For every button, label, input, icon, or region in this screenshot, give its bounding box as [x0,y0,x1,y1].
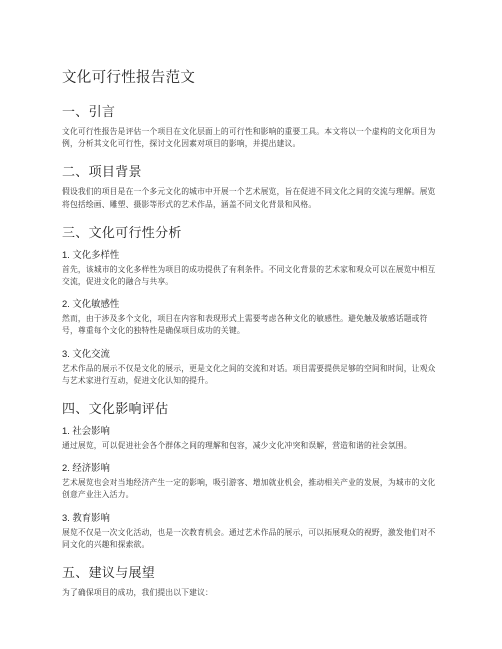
subsection [62,423,442,452]
subsection [62,346,442,387]
section-heading: 三、文化可行性分析 [62,225,182,241]
section-heading: 二、项目背景 [62,165,142,181]
section-outlook [62,562,442,599]
subsection-title: 1. 文化多样性 [62,248,120,260]
subsection [62,460,442,501]
subsection [62,247,442,288]
subsection-title: 2. 文化敏感性 [62,298,120,310]
section-paragraph: 为了确保项目的成功，我们提出以下建议： [62,588,213,598]
section-heading: 四、文化影响评估 [62,402,169,418]
subsection-title: 2. 经济影响 [62,462,110,474]
subsection-title: 3. 文化交流 [62,347,110,359]
document-page [62,66,442,610]
subsection-paragraph: 展览不仅是一次文化活动，也是一次教育机会。通过艺术作品的展示，可以拓展观众的视野，激发他们对不同文化的兴趣和探索欲。 [62,527,436,549]
subsection-paragraph: 然而，由于涉及多个文化，项目在内容和表现形式上需要考虑各种文化的敏感性。避免触及敏感话题或符号，尊重每个文化的独特性是确保项目成功的关键。 [62,314,428,336]
section-heading: 一、引言 [62,105,116,120]
subsection-paragraph: 通过展览，可以促进社会各个群体之间的理解和包容，减少文化冲突和误解，营造和谐的社会氛围。 [62,441,412,451]
section-intro [62,101,442,150]
subsection-title: 1. 社会影响 [62,425,110,437]
section-heading: 五、建议与展望 [62,566,156,582]
subsection [62,296,442,337]
section-analysis [62,222,442,387]
subsection-paragraph: 首先，该城市的文化多样性为项目的成功提供了有利条件。不同文化背景的艺术家和观众可以在展览中相互交流，促进文化的融合与共享。 [62,264,436,287]
section-paragraph: 假设我们的项目是在一个多元文化的城市中开展一个艺术展览，旨在促进不同文化之间的交流与理解。展览将包括绘画、雕塑、摄影等形式的艺术作品，涵盖不同文化背景和风格。 [62,187,436,209]
subsection [62,510,442,551]
subsection-title: 3. 教育影响 [62,511,110,523]
subsection-paragraph: 艺术作品的展示不仅是文化的展示，更是文化之间的交流和对话。项目需要提供足够的空间和时间，让观众与艺术家进行互动，促进文化认知的提升。 [62,363,436,385]
document-title: 文化可行性报告范文 [62,70,196,86]
subsection-paragraph: 艺术展览也会对当地经济产生一定的影响，吸引游客、增加就业机会，推动相关产业的发展，为城市的文化创意产业注入活力。 [62,478,436,500]
section-impact [62,398,442,551]
section-background [62,161,442,210]
section-paragraph: 文化可行性报告是评估一个项目在文化层面上的可行性和影响的重要工具。本文将以一个虚构的文化项目为例，分析其文化可行性，探讨文化因素对项目的影响，并提出建议。 [62,127,436,149]
